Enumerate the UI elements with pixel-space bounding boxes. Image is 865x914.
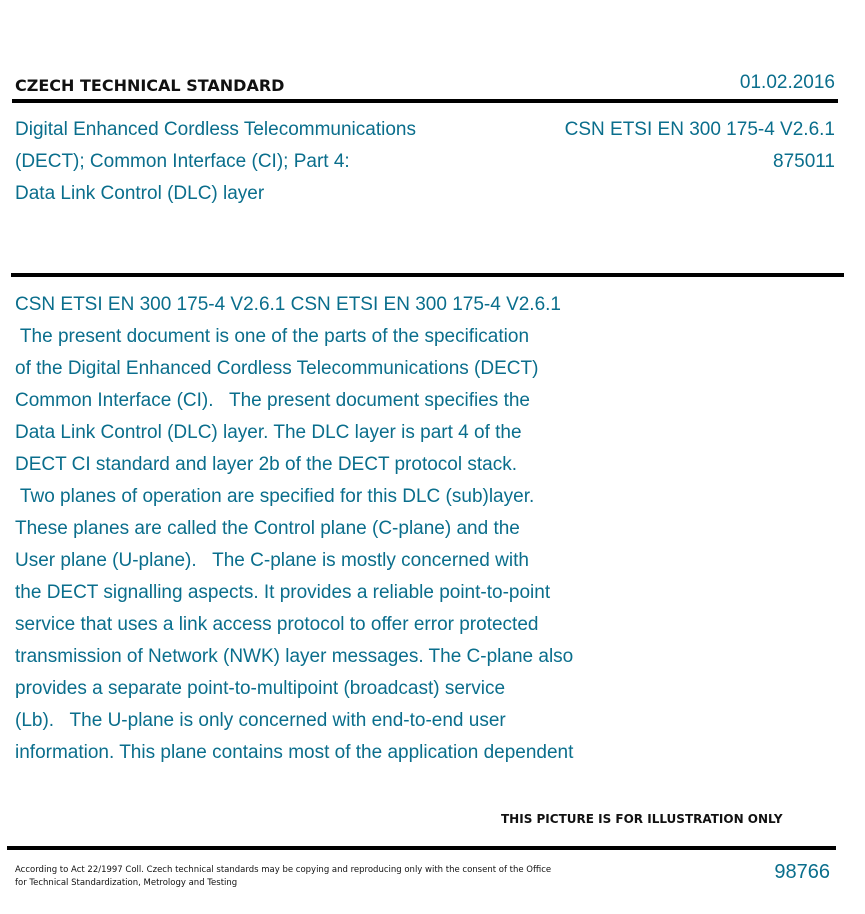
footer-note <box>15 864 615 890</box>
body-line: CSN ETSI EN 300 175-4 V2.6.1 CSN ETSI EN 300 175-4 V2.6.1 <box>15 294 561 315</box>
body-line: transmission of Network (NWK) layer messages. The C-plane also <box>15 646 574 667</box>
body-line: service that uses a link access protocol to offer error protected <box>15 614 539 635</box>
body-line: Common Interface (CI). The present document specifies the <box>15 390 530 411</box>
standard-identifiers <box>565 114 835 178</box>
body-line: The present document is one of the parts of the specification <box>15 326 530 347</box>
footer-rule <box>7 846 836 850</box>
header-title: CZECH TECHNICAL STANDARD <box>15 76 285 95</box>
body-line: (Lb). The U-plane is only concerned with end-to-end user <box>15 710 506 731</box>
title-rule <box>11 273 844 277</box>
header-date: 01.02.2016 <box>739 72 835 93</box>
catalog-number: 875011 <box>773 151 835 172</box>
illustration-note: THIS PICTURE IS FOR ILLUSTRATION ONLY <box>501 812 783 826</box>
body-text <box>15 289 675 769</box>
document-title-line: (DECT); Common Interface (CI); Part 4: <box>15 151 350 172</box>
body-line: DECT CI standard and layer 2b of the DECT protocol stack. <box>15 454 517 475</box>
body-line: User plane (U-plane). The C-plane is mostly concerned with <box>15 550 529 571</box>
document-title-line: Data Link Control (DLC) layer <box>15 183 265 204</box>
header-rule <box>12 99 838 103</box>
body-line: the DECT signalling aspects. It provides a reliable point-to-point <box>15 582 551 603</box>
body-line: provides a separate point-to-multipoint (broadcast) service <box>15 678 506 699</box>
body-line: Two planes of operation are specified for this DLC (sub)layer. <box>15 486 535 507</box>
body-line: of the Digital Enhanced Cordless Telecommunications (DECT) <box>15 358 539 379</box>
body-line: Data Link Control (DLC) layer. The DLC layer is part 4 of the <box>15 422 522 443</box>
document-title <box>15 114 495 210</box>
body-line: information. This plane contains most of the application dependent <box>15 742 574 763</box>
footer-number: 98766 <box>774 861 830 883</box>
footer-note-line: for Technical Standardization, Metrology and Testing <box>15 878 238 888</box>
document-title-line: Digital Enhanced Cordless Telecommunications <box>15 119 416 140</box>
body-line: These planes are called the Control plane (C-plane) and the <box>15 518 520 539</box>
footer-note-line: According to Act 22/1997 Coll. Czech technical standards may be copying and reproducing only with the consent of the Office <box>15 865 552 875</box>
standard-code: CSN ETSI EN 300 175-4 V2.6.1 <box>564 119 835 140</box>
